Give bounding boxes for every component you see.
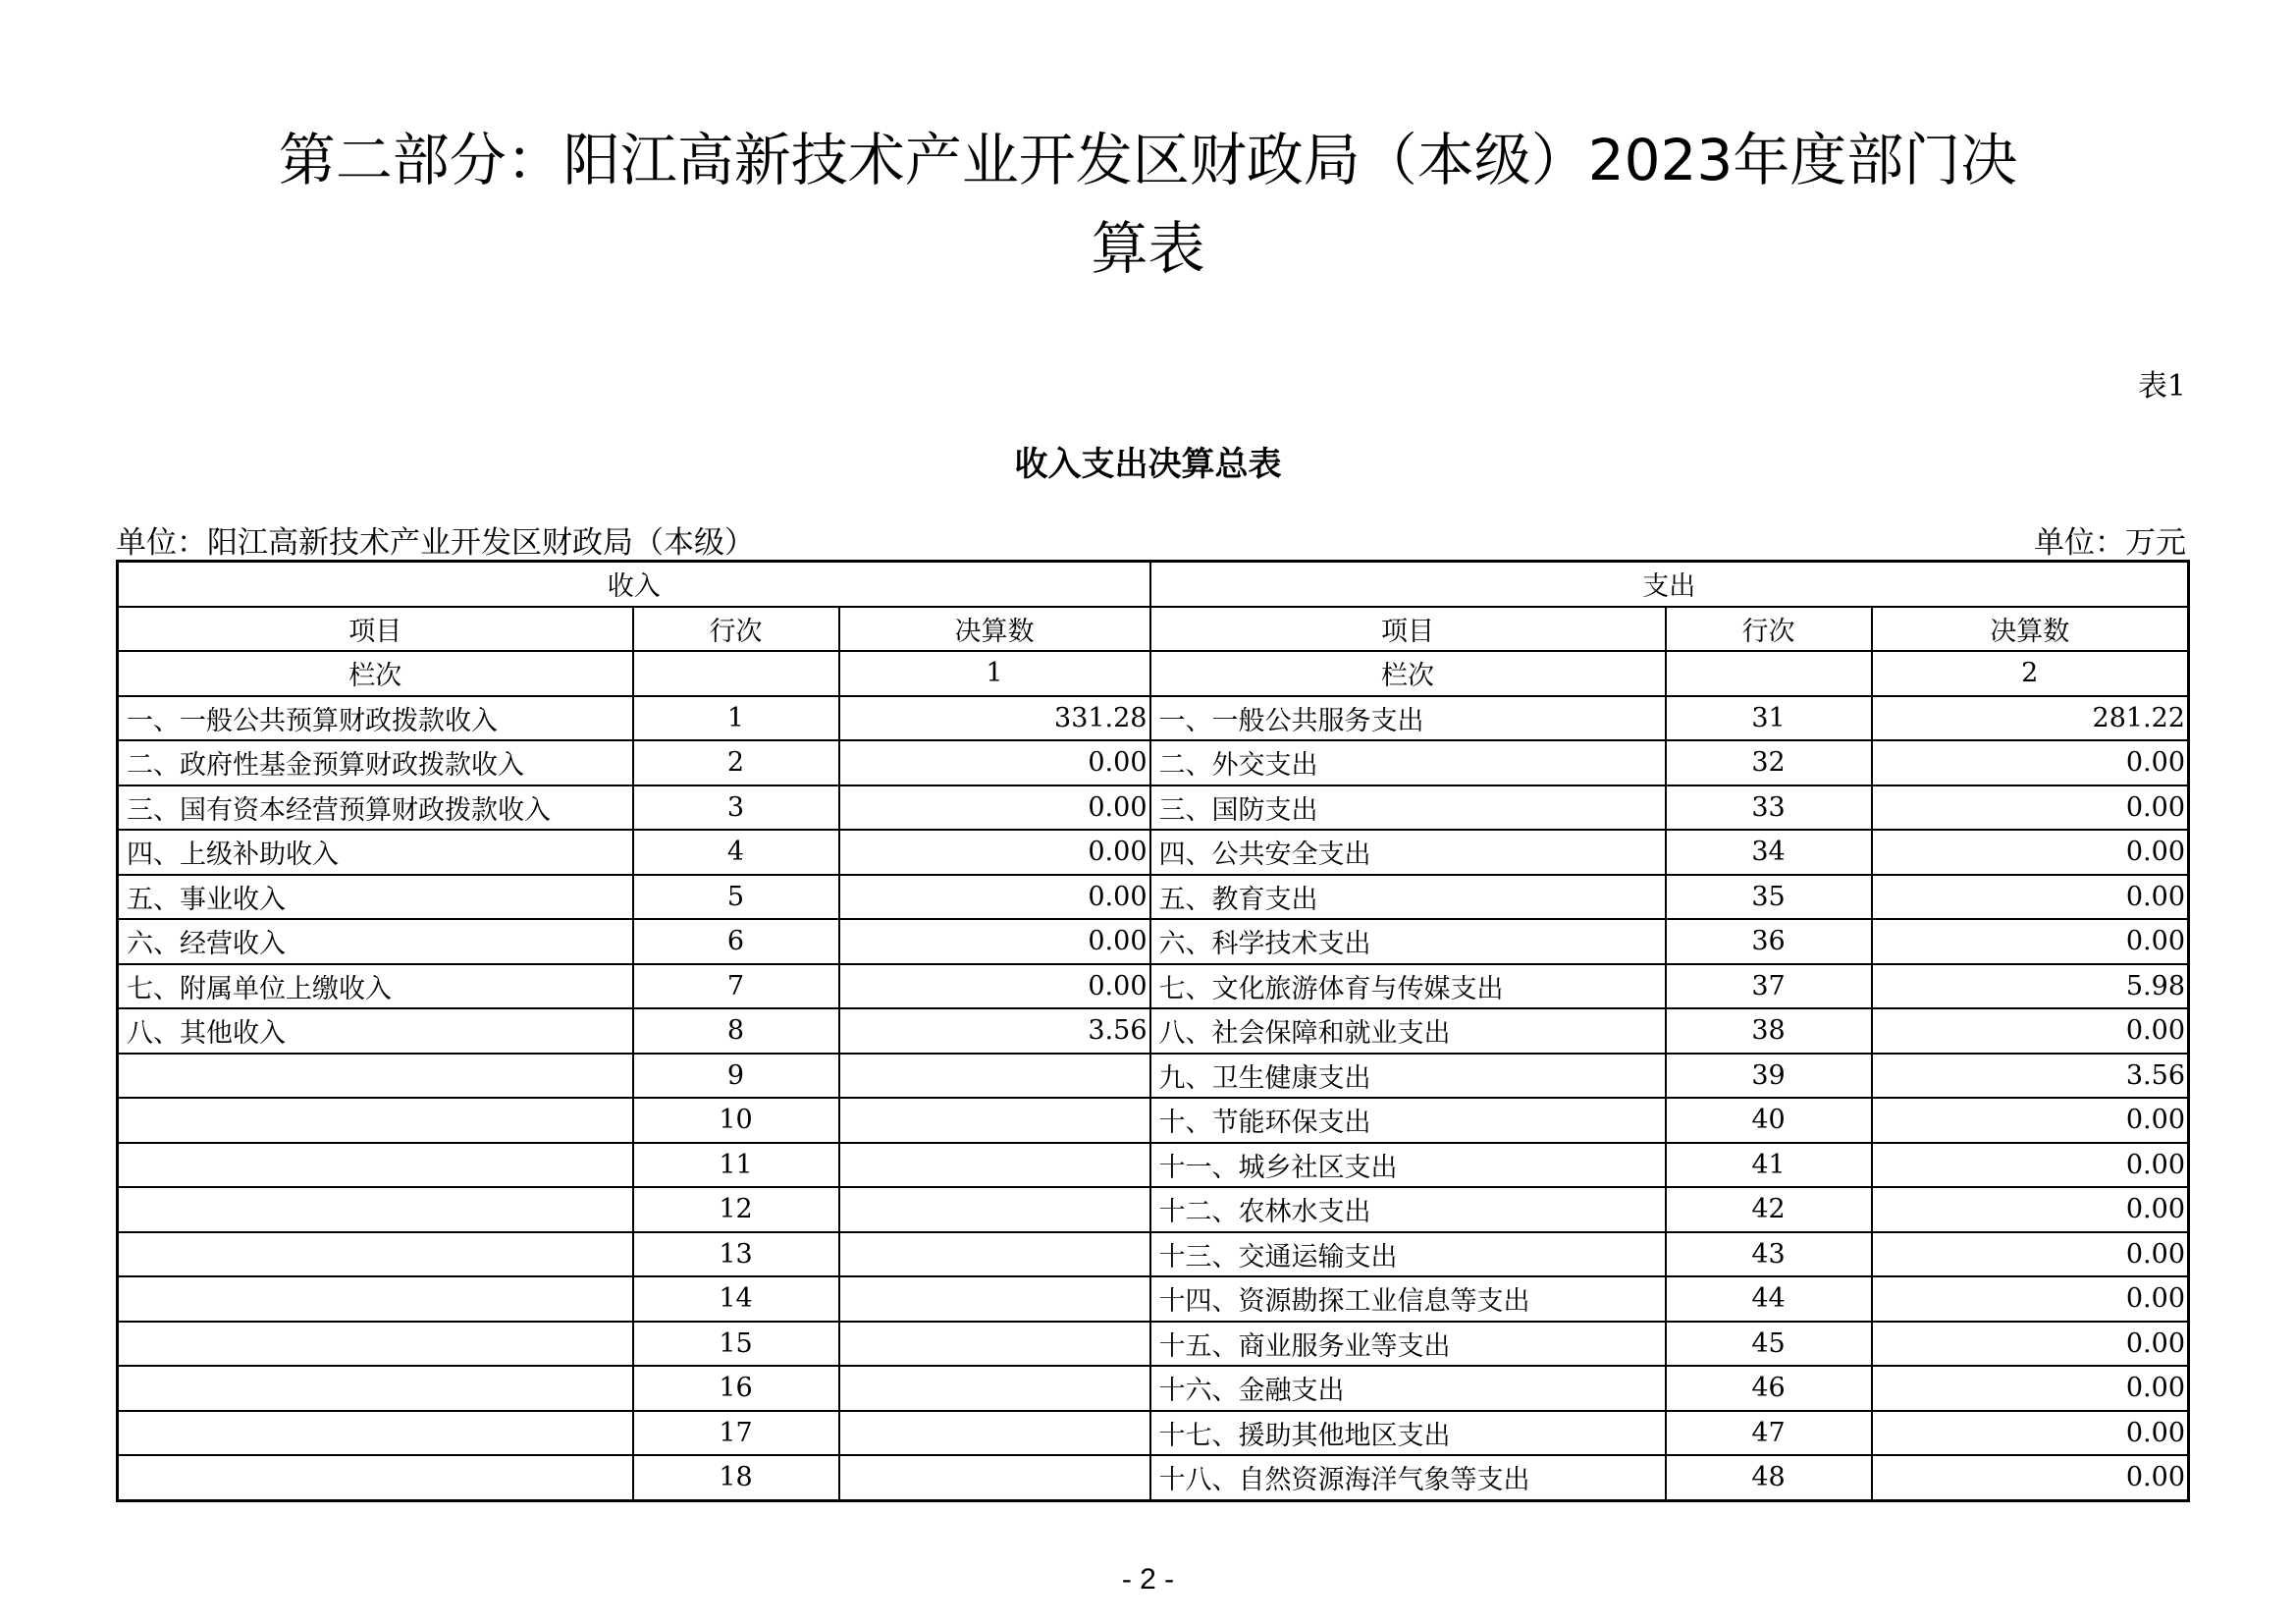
table-row [118, 1054, 2189, 1099]
table-row [118, 1098, 2189, 1143]
document-title-line-1: 第二部分：阳江高新技术产业开发区财政局（本级）2023年度部门决 [278, 127, 2018, 193]
income-amount-cell: 0.00 [839, 919, 1150, 964]
expense-row-no-cell: 33 [1666, 785, 1872, 831]
income-item-cell [118, 1455, 633, 1500]
income-amount-cell: 0.00 [839, 875, 1150, 920]
income-row-no-cell: 2 [633, 740, 839, 785]
table-row [118, 1366, 2189, 1411]
income-column-index-empty [633, 651, 839, 696]
expense-amount-cell: 0.00 [1872, 1187, 2189, 1232]
income-row-no-cell: 5 [633, 875, 839, 920]
expense-amount-cell: 0.00 [1872, 875, 2189, 920]
table-row [118, 785, 2189, 831]
income-row-no-cell: 17 [633, 1411, 839, 1456]
income-amount-cell [839, 1411, 1150, 1456]
income-amount-cell [839, 1366, 1150, 1411]
income-row-no-cell: 3 [633, 785, 839, 831]
income-item-cell [118, 1098, 633, 1143]
income-item-cell: 七、附属单位上缴收入 [118, 964, 633, 1009]
expense-column-index-empty [1666, 651, 1872, 696]
expense-row-no-cell: 39 [1666, 1054, 1872, 1099]
income-row-no-cell: 13 [633, 1232, 839, 1277]
expense-item-cell: 十六、金融支出 [1150, 1366, 1666, 1411]
income-row-no-cell: 9 [633, 1054, 839, 1099]
expense-row-no-cell: 43 [1666, 1232, 1872, 1277]
expense-row-no-cell: 44 [1666, 1276, 1872, 1322]
expense-item-header: 项目 [1150, 607, 1666, 652]
income-row-no-cell: 4 [633, 830, 839, 875]
document-title [0, 116, 2296, 293]
income-item-cell: 三、国有资本经营预算财政拨款收入 [118, 785, 633, 831]
column-index-row [118, 651, 2189, 696]
expense-item-cell: 一、一般公共服务支出 [1150, 696, 1666, 741]
table-row [118, 1411, 2189, 1456]
income-column-index: 1 [839, 651, 1150, 696]
expense-amount-cell: 0.00 [1872, 1276, 2189, 1322]
expense-amount-cell: 0.00 [1872, 830, 2189, 875]
expense-row-no-cell: 41 [1666, 1143, 1872, 1188]
expense-item-cell: 十、节能环保支出 [1150, 1098, 1666, 1143]
table-number: 表1 [2137, 369, 2186, 404]
expense-item-cell: 五、教育支出 [1150, 875, 1666, 920]
expense-amount-cell: 0.00 [1872, 1455, 2189, 1500]
expense-amount-cell: 0.00 [1872, 1008, 2189, 1054]
expense-amount-cell: 0.00 [1872, 740, 2189, 785]
expense-amount-cell: 0.00 [1872, 1411, 2189, 1456]
table-row [118, 1276, 2189, 1322]
income-row-no-header: 行次 [633, 607, 839, 652]
table-row [118, 1455, 2189, 1500]
income-item-cell [118, 1232, 633, 1277]
expense-item-cell: 八、社会保障和就业支出 [1150, 1008, 1666, 1054]
expense-section-header: 支出 [1150, 562, 2189, 607]
expense-amount-cell: 0.00 [1872, 1322, 2189, 1367]
expense-row-no-cell: 32 [1666, 740, 1872, 785]
expense-item-cell: 四、公共安全支出 [1150, 830, 1666, 875]
table-row [118, 830, 2189, 875]
expense-item-cell: 九、卫生健康支出 [1150, 1054, 1666, 1099]
expense-item-cell: 十八、自然资源海洋气象等支出 [1150, 1455, 1666, 1500]
income-item-cell: 八、其他收入 [118, 1008, 633, 1054]
page-number: - 2 - [1121, 1563, 1175, 1596]
income-row-no-cell: 1 [633, 696, 839, 741]
income-row-no-cell: 8 [633, 1008, 839, 1054]
expense-item-cell: 十七、援助其他地区支出 [1150, 1411, 1666, 1456]
expense-column-index: 2 [1872, 651, 2189, 696]
expense-amount-cell: 0.00 [1872, 1143, 2189, 1188]
expense-row-no-cell: 46 [1666, 1366, 1872, 1411]
income-item-cell: 二、政府性基金预算财政拨款收入 [118, 740, 633, 785]
table-body [118, 696, 2189, 1501]
income-amount-cell [839, 1054, 1150, 1099]
income-item-cell: 五、事业收入 [118, 875, 633, 920]
income-section-header: 收入 [118, 562, 1150, 607]
expense-item-cell: 六、科学技术支出 [1150, 919, 1666, 964]
expense-row-no-cell: 40 [1666, 1098, 1872, 1143]
income-item-cell: 一、一般公共预算财政拨款收入 [118, 696, 633, 741]
expense-amount-cell: 0.00 [1872, 785, 2189, 831]
income-amount-cell [839, 1232, 1150, 1277]
expense-amount-cell: 0.00 [1872, 1232, 2189, 1277]
expense-amount-cell: 3.56 [1872, 1054, 2189, 1099]
expense-amount-cell: 0.00 [1872, 1366, 2189, 1411]
expense-row-no-cell: 45 [1666, 1322, 1872, 1367]
income-amount-cell: 0.00 [839, 785, 1150, 831]
table-row [118, 964, 2189, 1009]
expense-column-index-label: 栏次 [1150, 651, 1666, 696]
section-header-row [118, 562, 2189, 607]
expense-row-no-cell: 38 [1666, 1008, 1872, 1054]
income-amount-cell: 0.00 [839, 830, 1150, 875]
document-title-line-2: 算表 [1091, 215, 1205, 282]
expense-item-cell: 十五、商业服务业等支出 [1150, 1322, 1666, 1367]
column-header-row [118, 607, 2189, 652]
income-amount-header: 决算数 [839, 607, 1150, 652]
income-row-no-cell: 7 [633, 964, 839, 1009]
table-row [118, 1187, 2189, 1232]
table-row [118, 919, 2189, 964]
expense-item-cell: 三、国防支出 [1150, 785, 1666, 831]
income-item-cell [118, 1054, 633, 1099]
income-item-cell [118, 1276, 633, 1322]
income-amount-cell [839, 1187, 1150, 1232]
expense-amount-cell: 5.98 [1872, 964, 2189, 1009]
expense-amount-cell: 0.00 [1872, 919, 2189, 964]
unit-currency: 单位：万元 [2034, 525, 2186, 561]
income-item-cell: 四、上级补助收入 [118, 830, 633, 875]
table-title: 收入支出决算总表 [1014, 445, 1282, 484]
expense-row-no-cell: 42 [1666, 1187, 1872, 1232]
unit-organization: 单位：阳江高新技术产业开发区财政局（本级） [116, 525, 755, 561]
income-row-no-cell: 14 [633, 1276, 839, 1322]
income-item-cell [118, 1187, 633, 1232]
table-row [118, 1143, 2189, 1188]
expense-item-cell: 十四、资源勘探工业信息等支出 [1150, 1276, 1666, 1322]
table-row [118, 696, 2189, 741]
expense-row-no-cell: 36 [1666, 919, 1872, 964]
income-row-no-cell: 15 [633, 1322, 839, 1367]
income-row-no-cell: 10 [633, 1098, 839, 1143]
income-column-index-label: 栏次 [118, 651, 633, 696]
income-row-no-cell: 11 [633, 1143, 839, 1188]
expense-row-no-cell: 31 [1666, 696, 1872, 741]
expense-row-no-cell: 34 [1666, 830, 1872, 875]
table-row [118, 740, 2189, 785]
expense-row-no-cell: 35 [1666, 875, 1872, 920]
income-amount-cell [839, 1143, 1150, 1188]
table-row [118, 1008, 2189, 1054]
income-row-no-cell: 12 [633, 1187, 839, 1232]
table-row [118, 1322, 2189, 1367]
income-amount-cell [839, 1455, 1150, 1500]
income-item-header: 项目 [118, 607, 633, 652]
income-item-cell [118, 1366, 633, 1411]
expense-row-no-header: 行次 [1666, 607, 1872, 652]
income-amount-cell: 331.28 [839, 696, 1150, 741]
income-row-no-cell: 16 [633, 1366, 839, 1411]
income-amount-cell: 0.00 [839, 964, 1150, 1009]
table-row [118, 1232, 2189, 1277]
income-expense-table [116, 560, 2190, 1502]
income-amount-cell: 3.56 [839, 1008, 1150, 1054]
income-item-cell [118, 1143, 633, 1188]
expense-item-cell: 二、外交支出 [1150, 740, 1666, 785]
income-amount-cell [839, 1098, 1150, 1143]
expense-row-no-cell: 37 [1666, 964, 1872, 1009]
expense-item-cell: 十二、农林水支出 [1150, 1187, 1666, 1232]
expense-amount-header: 决算数 [1872, 607, 2189, 652]
income-amount-cell [839, 1276, 1150, 1322]
income-item-cell: 六、经营收入 [118, 919, 633, 964]
income-row-no-cell: 6 [633, 919, 839, 964]
expense-item-cell: 七、文化旅游体育与传媒支出 [1150, 964, 1666, 1009]
income-row-no-cell: 18 [633, 1455, 839, 1500]
table-row [118, 875, 2189, 920]
expense-row-no-cell: 47 [1666, 1411, 1872, 1456]
expense-row-no-cell: 48 [1666, 1455, 1872, 1500]
income-amount-cell [839, 1322, 1150, 1367]
expense-item-cell: 十一、城乡社区支出 [1150, 1143, 1666, 1188]
income-amount-cell: 0.00 [839, 740, 1150, 785]
income-item-cell [118, 1322, 633, 1367]
expense-item-cell: 十三、交通运输支出 [1150, 1232, 1666, 1277]
expense-amount-cell: 281.22 [1872, 696, 2189, 741]
income-item-cell [118, 1411, 633, 1456]
expense-amount-cell: 0.00 [1872, 1098, 2189, 1143]
